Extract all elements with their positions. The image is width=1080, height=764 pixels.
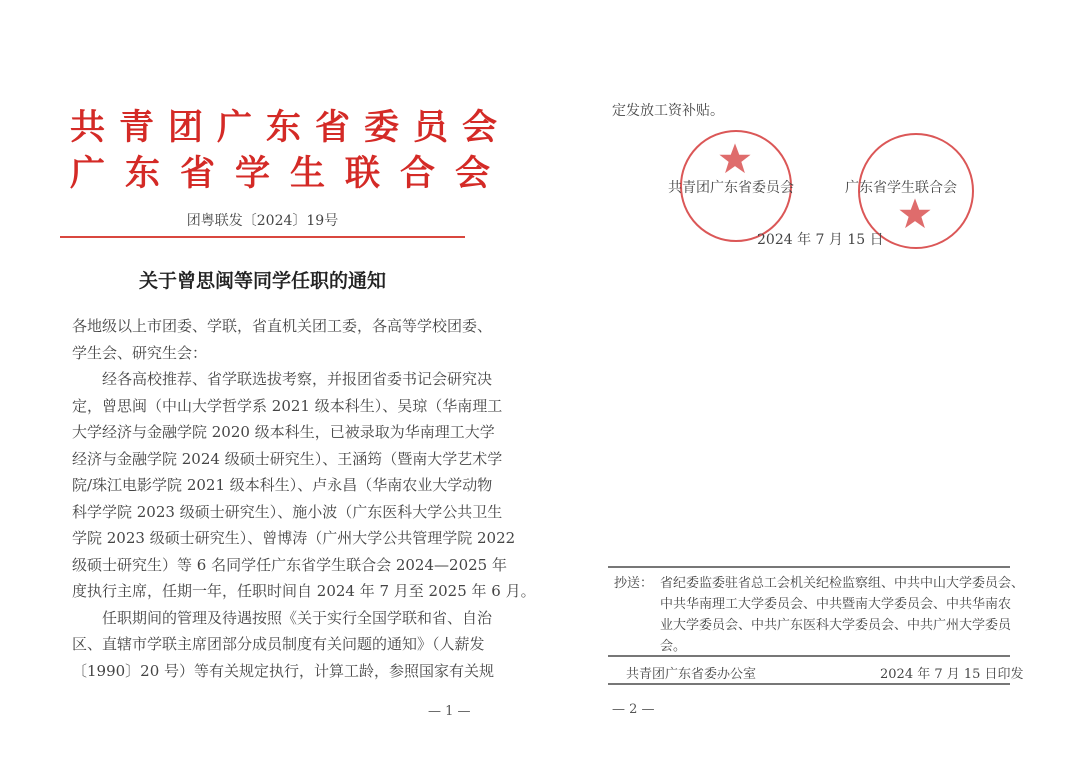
cc-line: 业大学委员会、中共广东医科大学委员会、中共广州大学委员 (660, 618, 1012, 633)
body-line: 经各高校推荐、省学联选拔考察，并报团省委书记会研究决 (102, 370, 493, 388)
star-icon (898, 197, 932, 231)
cc-line: 省纪委监委驻省总工会机关纪检监察组、中共中山大学委员会、 (660, 576, 1025, 591)
body-line: 度执行主席，任期一年，任职时间自 2024 年 7 月至 2025 年 6 月。 (72, 582, 536, 600)
issuing-office: 共青团广东省委办公室 (626, 667, 757, 682)
issuer-header-2: 广东省学生联合会 (70, 153, 511, 194)
body-line: 学院 2023 级硕士研究生）、曾博涛（广州大学公共管理学院 2022 (72, 529, 516, 547)
body-line: 任职期间的管理及待遇按照《关于实行全国学联和省、自治 (102, 608, 493, 627)
sign-date: 2024 年 7 月 15 日 (757, 232, 884, 248)
body-line: 各地级以上市团委、学联，省直机关团工委，各高等学校团委、 (72, 317, 493, 335)
body-line: 定，曾思闽（中山大学哲学系 2021 级本科生）、吴琼（华南理工 (72, 396, 503, 415)
body-line: 级硕士研究生）等 6 名同学任广东省学生联合会 2024—2025 年 (72, 555, 507, 574)
issuer-header-1: 共青团广东省委员会 (70, 107, 512, 148)
body-continuation: 定发放工资补贴。 (612, 103, 724, 119)
body-line: 科学学院 2023 级硕士研究生）、施小波（广东医科大学公共卫生 (72, 502, 503, 521)
body-line: 区、直辖市学联主席团部分成员制度有关问题的通知》（人薪发 (72, 635, 485, 653)
signatory-1: 共青团广东省委员会 (668, 180, 794, 196)
cc-top-rule (608, 566, 1010, 568)
footer-rule (608, 683, 1010, 685)
page-number-2: — 2 — (612, 702, 655, 717)
body-line: 〔1990〕20 号）等有关规定执行，计算工龄，参照国家有关规 (72, 661, 495, 680)
cc-line: 会。 (660, 639, 687, 654)
signatory-2: 广东省学生联合会 (845, 180, 957, 196)
body-line: 经济与金融学院 2024 级硕士研究生）、王涵筠（暨南大学艺术学 (72, 449, 503, 468)
issue-date: 2024 年 7 月 15 日印发 (880, 667, 1024, 682)
cc-label: 抄送： (614, 576, 654, 591)
page-number-1: — 1 — (428, 704, 471, 719)
star-icon (718, 142, 752, 176)
cc-line: 中共华南理工大学委员会、中共暨南大学委员会、中共华南农 (660, 597, 1012, 612)
body-line: 院/珠江电影学院 2021 级本科生）、卢永昌（华南农业大学动物 (72, 476, 493, 494)
red-divider (60, 236, 465, 238)
document-number: 团粤联发〔2024〕19号 (186, 213, 339, 229)
cc-bottom-rule (608, 655, 1010, 657)
document-title: 关于曾思闽等同学任职的通知 (138, 270, 386, 292)
body-line: 大学经济与金融学院 2020 级本科生，已被录取为华南理工大学 (72, 423, 495, 441)
body-line: 学生会、研究生会： (72, 343, 208, 362)
